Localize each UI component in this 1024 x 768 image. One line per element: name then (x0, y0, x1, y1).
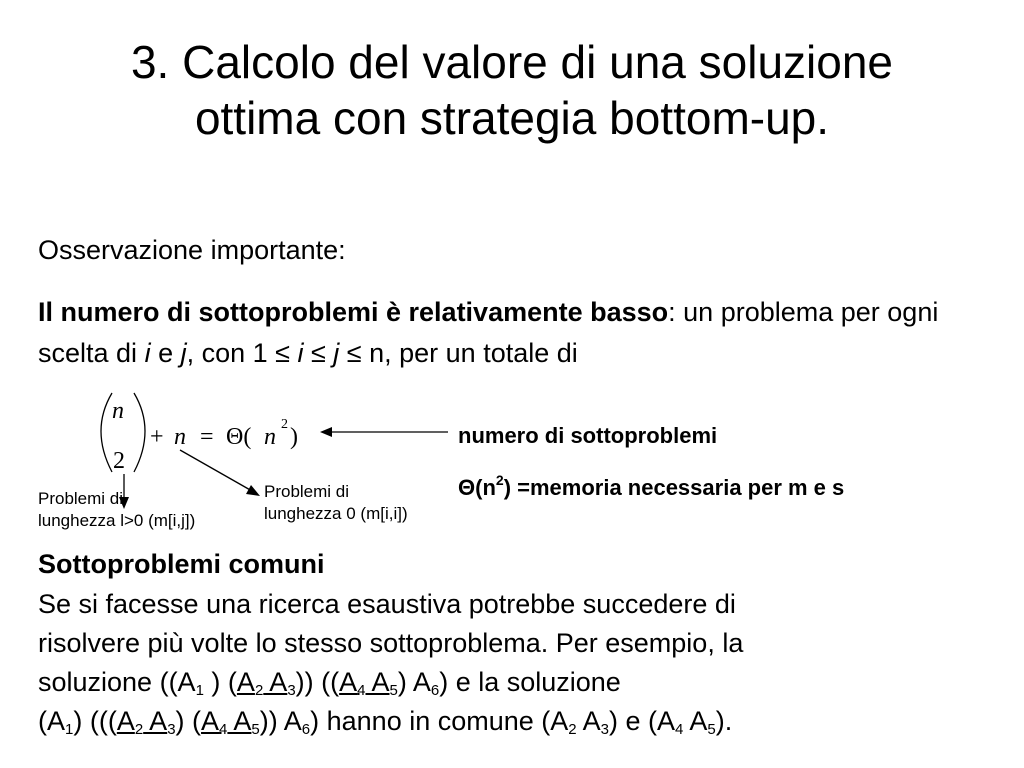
arrow-n-line (180, 450, 252, 491)
text-fragment: , con 1 ≤ (186, 338, 298, 368)
count-label: numero di sottoproblemi (458, 423, 718, 448)
var-i: i (297, 338, 304, 368)
title-line-1: 3. Calcolo del valore di una soluzione (130, 36, 894, 88)
title-line-2: ottima con strategia bottom-up. (194, 92, 830, 144)
para-line-3: soluzione (($A_1$ ) ($A_2$ $A_3$)) (($A_4$ $A_5$) $A_6$) e la soluzione (38, 667, 621, 699)
var-j: j (333, 338, 340, 368)
plus-sign: + (150, 424, 164, 450)
text-fragment: ) e la soluzione (439, 667, 621, 697)
memory-label (458, 474, 844, 502)
label-line: Problemi di (38, 489, 124, 508)
para-line-2: risolvere più volte lo stesso sottoproblema. Per esempio, la (38, 628, 744, 658)
para-line-4: $(A_1)$ ((($A_2$ $A_3$) ($A_4$ $A_5$)) $A_6$) hanno in comune ($A_2$ $A_3$) e ($A_4$ $A_5$). (38, 706, 733, 738)
var-j: j (180, 338, 187, 368)
theta-close: ) (290, 424, 298, 450)
para-line-1: Se si facesse una ricerca esaustiva potrebbe succedere di (38, 589, 736, 619)
paragraph-common-subproblems (38, 585, 998, 741)
formula-exponent: 2 (281, 417, 288, 432)
memory-exponent: 2 (495, 472, 504, 488)
bold-statement: Il numero di sottoproblemi è relativamente basso (38, 297, 669, 327)
label-length-gt0 (38, 488, 195, 532)
text-fragment: hanno in comune (A (319, 706, 569, 736)
memory-prefix: Θ(n (458, 475, 496, 500)
text-fragment: soluzione ((A (38, 667, 196, 697)
text-fragment: ≤ (303, 338, 334, 368)
binom-bottom: 2 (113, 448, 125, 474)
label-length-0 (264, 481, 408, 525)
binom-right-paren (134, 393, 145, 472)
var-i: i (144, 338, 151, 368)
label-line: lunghezza 0 (m[i,i]) (264, 504, 408, 523)
arrow-n-head (246, 485, 260, 496)
formula-n: n (174, 424, 186, 450)
observation-heading: Osservazione importante: (38, 235, 346, 265)
formula-n2: n (264, 424, 276, 450)
text-fragment: e (150, 338, 181, 368)
arrow-count-head (320, 427, 332, 437)
memory-suffix: ) =memoria necessaria per m e s (503, 475, 845, 500)
text-fragment: : un problema per ogni scelta di (38, 297, 939, 368)
label-line: Problemi di (264, 482, 350, 501)
text-fragment: ). (715, 706, 733, 736)
label-line: lunghezza l>0 (m[i,j]) (38, 511, 196, 530)
binom-left-paren (101, 393, 112, 472)
text-fragment: ≤ n, per un totale di (339, 338, 578, 368)
binom-top: n (112, 398, 124, 424)
theta-open: Θ( (226, 424, 252, 450)
equals-sign: = (200, 424, 214, 450)
section-heading: Sottoproblemi comuni (38, 549, 325, 579)
